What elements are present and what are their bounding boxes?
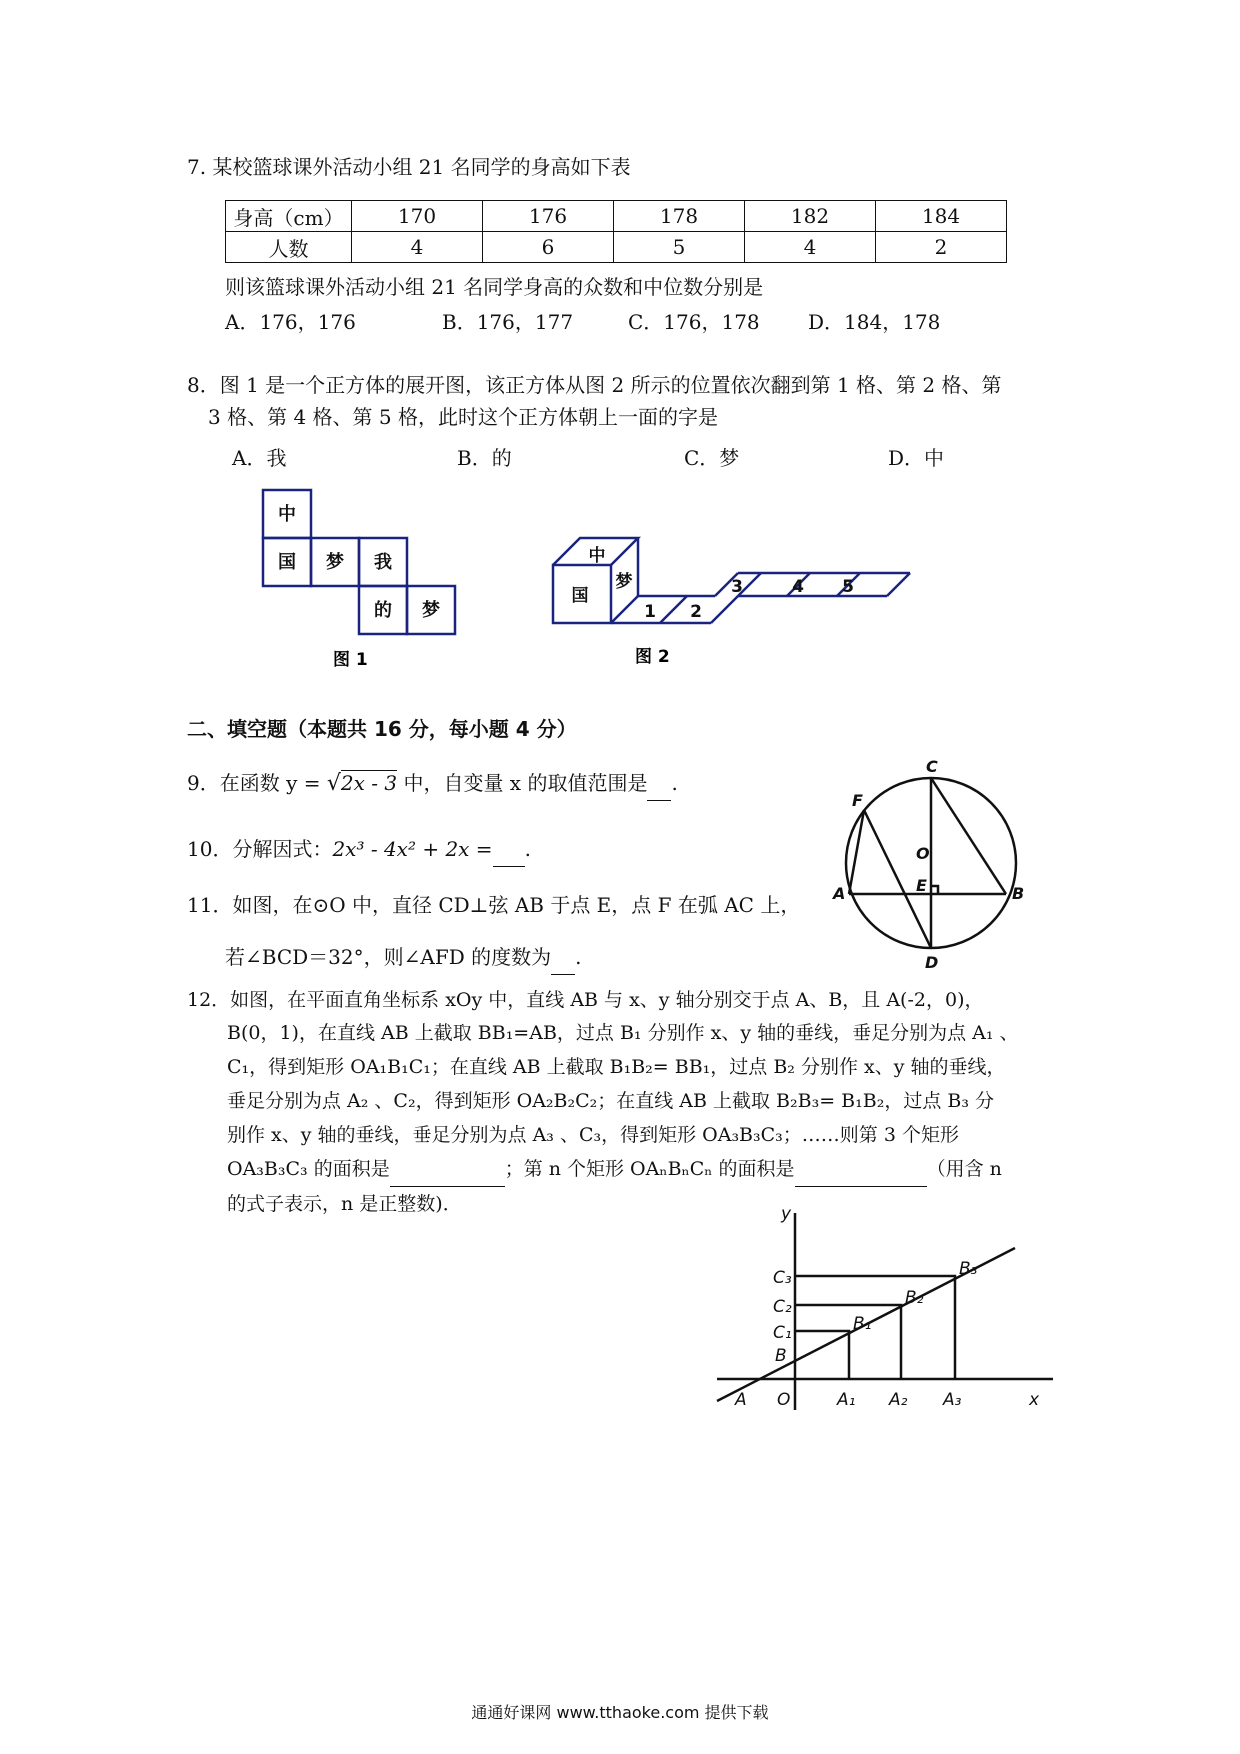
q8-option-c[interactable]: C．梦	[684, 446, 740, 470]
table-cell: 182	[745, 201, 876, 232]
q8-option-a[interactable]: A．我	[232, 446, 287, 470]
q10	[187, 832, 531, 867]
q12-line: B(0，1)，在直线 AB 上截取 BB₁=AB，过点 B₁ 分别作 x、y 轴的垂线，垂足分别为点 A₁ 、	[227, 1022, 1019, 1044]
table-cell: 5	[614, 232, 745, 263]
q8-line1: 8．图 1 是一个正方体的展开图，该正方体从图 2 所示的位置依次翻到第 1 格、第 2 格、第	[187, 373, 1002, 397]
q9	[187, 766, 678, 801]
q8-option-b[interactable]: B．的	[457, 446, 512, 470]
height-table	[225, 200, 1007, 263]
q11-answer-blank[interactable]	[551, 940, 575, 975]
point-label-c: C	[926, 757, 938, 776]
point-label-c2: C₂	[773, 1297, 792, 1317]
table-cell: 身高（cm）	[226, 201, 352, 232]
table-row	[226, 201, 1007, 232]
q9-answer-blank[interactable]	[647, 766, 671, 801]
q11-line1: 11．如图，在⊙O 中，直径 CD⊥弦 AB 于点 E，点 F 在弧 AC 上，	[187, 893, 801, 917]
point-label-b2: B₂	[905, 1288, 924, 1308]
point-label-a: A	[833, 884, 846, 903]
table-cell: 176	[483, 201, 614, 232]
point-label-e: E	[916, 876, 927, 895]
point-label-b1: B₁	[853, 1314, 872, 1334]
point-label-b: B	[775, 1346, 787, 1366]
q7-option-d[interactable]: D．184，178	[808, 310, 941, 334]
net-cell-label: 梦	[422, 600, 440, 621]
table-cell: 6	[483, 232, 614, 263]
point-label-b3: B₃	[959, 1259, 978, 1279]
point-label-f: F	[852, 791, 863, 810]
point-label-a1: A₁	[837, 1390, 856, 1410]
q9-end: .	[671, 771, 678, 795]
cube-face-side: 梦	[615, 572, 633, 592]
q11-line2	[225, 940, 581, 975]
step-label: 3	[731, 577, 743, 597]
q12-line6a: OA₃B₃C₃ 的面积是	[227, 1158, 390, 1180]
point-label-a3: A₃	[943, 1390, 962, 1410]
q11-end: .	[575, 945, 582, 969]
step-label: 1	[644, 602, 656, 622]
q7-stem: 7. 某校篮球课外活动小组 21 名同学的身高如下表	[187, 155, 631, 179]
fig2-caption: 图 2	[635, 647, 670, 667]
q10-expr: 2x³ - 4x² + 2x =	[332, 837, 493, 861]
net-cell-label: 的	[374, 600, 392, 621]
q10-end: .	[524, 837, 531, 861]
step-label: 2	[690, 602, 702, 622]
point-label-b: B	[1012, 884, 1025, 903]
table-cell: 人数	[226, 232, 352, 263]
q12-line	[227, 1152, 1057, 1187]
point-label-c3: C₃	[773, 1268, 792, 1288]
q12-answer-blank-1[interactable]	[390, 1152, 505, 1187]
q9-post: 中，自变量 x 的取值范围是	[397, 771, 648, 795]
q10-pre: 10．分解因式：	[187, 837, 333, 861]
q12-answer-blank-2[interactable]	[795, 1152, 927, 1187]
point-label-o: O	[916, 844, 930, 863]
table-cell: 170	[352, 201, 483, 232]
q11-line2-text: 若∠BCD＝32°，则∠AFD 的度数为	[225, 945, 552, 969]
q12-line1: 12．如图，在平面直角坐标系 xOy 中，直线 AB 与 x、y 轴分别交于点 A、B，且 A(-2，0)，	[187, 989, 984, 1011]
rolling-cube-figure	[550, 530, 920, 670]
circle-figure	[830, 752, 1030, 977]
q10-answer-blank[interactable]	[493, 832, 525, 867]
q8-option-d[interactable]: D．中	[888, 446, 945, 470]
page-footer: 通通好课网 www.tthaoke.com 提供下载	[471, 1703, 769, 1722]
table-cell: 4	[352, 232, 483, 263]
sqrt-icon: √	[326, 771, 341, 796]
q12-body	[227, 1016, 1057, 1221]
q12-line6c: （用含 n	[926, 1158, 1002, 1180]
q8-line2: 3 格、第 4 格、第 5 格，此时这个正方体朝上一面的字是	[208, 405, 718, 429]
cube-net-figure	[255, 485, 470, 670]
q7-option-b[interactable]: B．176，177	[442, 310, 574, 334]
net-cell-label: 国	[278, 552, 296, 573]
point-label-o: O	[777, 1390, 791, 1410]
q12-line: C₁，得到矩形 OA₁B₁C₁；在直线 AB 上截取 B₁B₂= BB₁，过点 B₂ 分别作 x、y 轴的垂线，	[227, 1056, 1006, 1078]
table-cell: 4	[745, 232, 876, 263]
q12-line: 别作 x、y 轴的垂线，垂足分别为点 A₃ 、C₃，得到矩形 OA₃B₃C₃；……则第 3 个矩形	[227, 1124, 959, 1146]
table-row	[226, 232, 1007, 263]
section-2-title: 二、填空题（本题共 16 分，每小题 4 分）	[187, 717, 577, 741]
point-label-a: A	[735, 1390, 747, 1410]
step-label: 4	[792, 577, 804, 597]
cube-face-top: 中	[588, 546, 606, 566]
coordinate-graph	[705, 1205, 1055, 1415]
table-cell: 184	[876, 201, 1007, 232]
point-label-a2: A₂	[889, 1390, 908, 1410]
q7-option-a[interactable]: A．176，176	[225, 310, 356, 334]
q12-line: 垂足分别为点 A₂ 、C₂，得到矩形 OA₂B₂C₂；在直线 AB 上截取 B₂B₃= B₁B₂，过点 B₃ 分	[227, 1090, 994, 1112]
q9-pre: 9．在函数 y =	[187, 771, 327, 795]
table-cell: 2	[876, 232, 1007, 263]
point-label-d: D	[925, 953, 939, 972]
point-label-c1: C₁	[773, 1323, 792, 1343]
cube-face-front: 国	[571, 586, 589, 606]
net-cell-label: 中	[278, 504, 296, 525]
axis-label-x: x	[1029, 1390, 1040, 1410]
q7-option-c[interactable]: C．176，178	[628, 310, 760, 334]
net-cell-label: 梦	[326, 552, 344, 573]
q7-follow: 则该篮球课外活动小组 21 名同学身高的众数和中位数分别是	[225, 275, 764, 299]
axis-label-y: y	[781, 1205, 792, 1224]
fig1-caption: 图 1	[333, 650, 368, 670]
q12-line: 的式子表示，n 是正整数)．	[227, 1193, 462, 1215]
q9-radicand: 2x - 3	[340, 771, 398, 795]
q12-line6b: ；第 n 个矩形 OAₙBₙCₙ 的面积是	[504, 1158, 795, 1180]
step-label: 5	[842, 577, 854, 597]
table-cell: 178	[614, 201, 745, 232]
net-cell-label: 我	[374, 552, 392, 573]
